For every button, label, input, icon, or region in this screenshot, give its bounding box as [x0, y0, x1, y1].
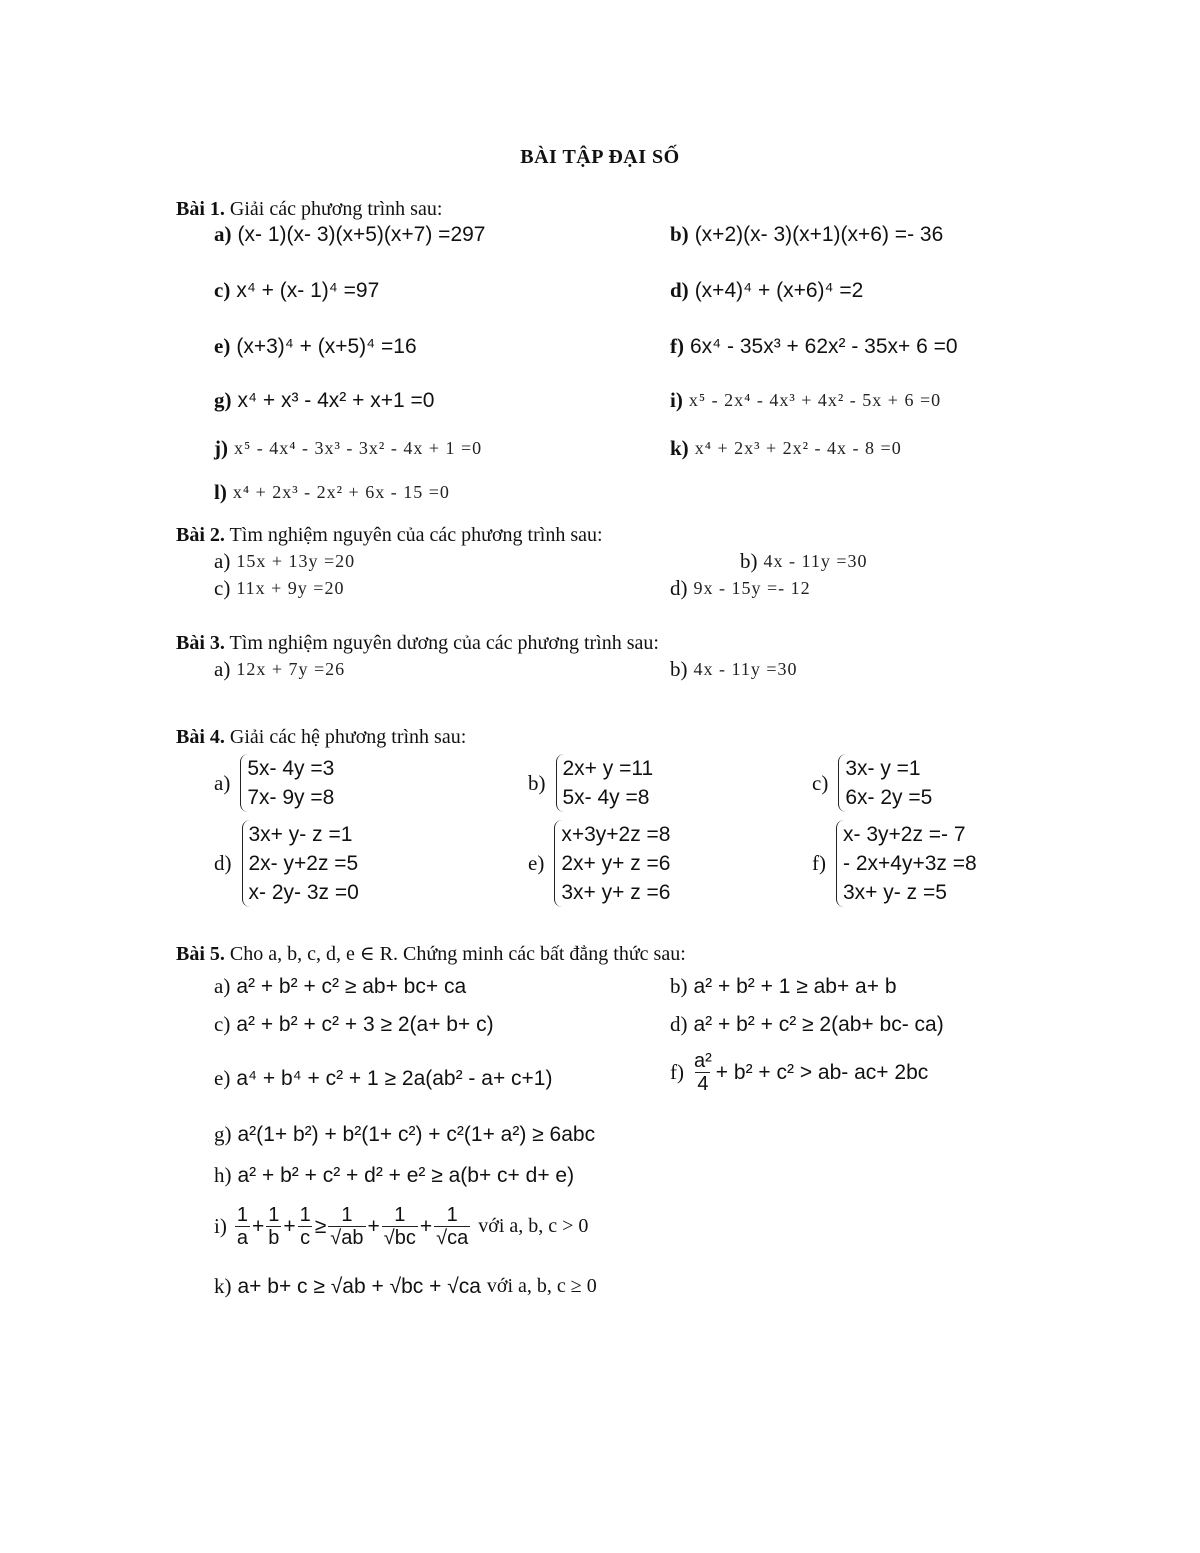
equation: 11x + 9y =20	[236, 578, 345, 598]
equation: (x- 1)(x- 3)(x+5)(x+7) =297	[237, 222, 486, 246]
bai1-item-l	[214, 480, 450, 505]
item-label: k)	[670, 436, 689, 460]
bai4-text: Giải các hệ phương trình sau:	[229, 726, 467, 748]
item-label: c)	[214, 1012, 231, 1036]
system-equation: 5x- 4y =3	[247, 757, 335, 780]
system-brace	[554, 820, 670, 907]
system-equation: x- 3y+2z =- 7	[843, 823, 966, 846]
item-label: d)	[670, 278, 689, 302]
item-label: f)	[670, 334, 684, 358]
equation: x⁵ - 4x⁴ - 3x³ - 3x² - 4x + 1 =0	[234, 438, 483, 458]
bai5-label: Bài 5.	[176, 943, 225, 965]
bai5-item-g	[214, 1122, 595, 1147]
item-label: f)	[812, 851, 826, 875]
inequality: a²(1+ b²) + b²(1+ c²) + c²(1+ a²) ≥ 6abc	[237, 1122, 596, 1146]
bai1-item-c	[214, 278, 379, 303]
bai2-item-a	[214, 549, 355, 574]
item-label: b)	[670, 222, 689, 246]
equation: x⁵ - 2x⁴ - 4x³ + 4x² - 5x + 6 =0	[688, 390, 942, 410]
fraction	[298, 1204, 313, 1249]
fraction-denominator: √ca	[436, 1227, 469, 1249]
item-label: e)	[214, 1066, 231, 1090]
bai5-item-a	[214, 974, 466, 999]
bai1-label: Bài 1.	[176, 198, 225, 220]
inequality	[233, 1204, 472, 1249]
equation: 4x - 11y =30	[693, 659, 798, 679]
fraction-numerator: 1	[341, 1204, 353, 1226]
inequality: a² + b² + c² ≥ 2(ab+ bc- ca)	[693, 1012, 944, 1036]
operator: +	[419, 1214, 433, 1238]
item-label: b)	[740, 549, 758, 573]
item-label: c)	[214, 278, 231, 302]
fraction-denominator: c	[300, 1227, 311, 1249]
bai5-item-b	[670, 974, 897, 999]
item-label: d)	[670, 1012, 688, 1036]
inequality: a+ b+ c ≥ √ab + √bc + √ca	[237, 1274, 481, 1298]
system-brace	[242, 820, 359, 907]
equation: x⁴ + (x- 1)⁴ =97	[236, 278, 380, 302]
item-label: i)	[670, 388, 683, 412]
equation: 12x + 7y =26	[236, 659, 346, 679]
item-label: c)	[812, 770, 829, 795]
item-label: b)	[528, 770, 546, 795]
bai4-label: Bài 4.	[176, 726, 225, 748]
inequality: a² + b² + c² + 3 ≥ 2(a+ b+ c)	[236, 1012, 494, 1036]
bai2-item-c	[214, 576, 344, 601]
item-label: b)	[670, 657, 688, 681]
bai4-system-f	[812, 820, 977, 907]
system-brace	[836, 820, 977, 907]
item-label: b)	[670, 974, 688, 998]
system-brace	[556, 754, 654, 812]
fraction	[382, 1204, 418, 1249]
bai2-label: Bài 2.	[176, 524, 225, 546]
item-label: k)	[214, 1274, 232, 1298]
equation: 6x⁴ - 35x³ + 62x² - 35x+ 6 =0	[690, 334, 958, 358]
system-equation: 3x- y =1	[845, 757, 921, 780]
item-label: f)	[670, 1060, 684, 1084]
item-label: c)	[214, 576, 231, 600]
item-label: e)	[214, 334, 231, 358]
item-label: d)	[214, 851, 232, 875]
condition-note: với a, b, c ≥ 0	[486, 1275, 597, 1297]
bai4-system-b	[528, 754, 653, 812]
bai3-text: Tìm nghiệm nguyên dương của các phương trình sau:	[229, 632, 659, 654]
system-equation: 2x+ y =11	[562, 757, 654, 780]
fraction-numerator: 1	[446, 1204, 458, 1226]
fraction-denominator: √bc	[383, 1227, 416, 1249]
fraction-denominator: b	[268, 1227, 280, 1249]
bai1-item-a	[214, 222, 485, 247]
equation: x⁴ + 2x³ + 2x² - 4x - 8 =0	[694, 438, 902, 458]
operator: +	[367, 1214, 380, 1238]
bai1-item-f	[670, 334, 958, 359]
system-equation: x+3y+2z =8	[561, 823, 671, 846]
bai1-item-b	[670, 222, 943, 247]
operator: ≥	[314, 1214, 327, 1238]
bai1-item-j	[214, 436, 482, 461]
system-equation: - 2x+4y+3z =8	[843, 852, 977, 875]
bai5-item-h	[214, 1163, 574, 1188]
equation: (x+3)⁴ + (x+5)⁴ =16	[236, 334, 417, 358]
fraction-numerator: a²	[694, 1050, 712, 1072]
bai5-text: Cho a, b, c, d, e ∈ R. Chứng minh các bất đẳng thức sau:	[229, 943, 686, 965]
bai4-heading	[176, 726, 466, 749]
bai3-item-b	[670, 657, 797, 682]
equation: x⁴ + 2x³ - 2x² + 6x - 15 =0	[232, 482, 450, 502]
bai4-system-d	[214, 820, 359, 907]
fraction	[235, 1204, 250, 1249]
equation: (x+4)⁴ + (x+6)⁴ =2	[694, 278, 864, 302]
item-label: a)	[214, 770, 231, 795]
item-label: j)	[214, 436, 228, 460]
item-label: a)	[214, 657, 231, 681]
item-label: a)	[214, 222, 232, 246]
bai5-item-i	[214, 1204, 588, 1249]
bai5-item-c	[214, 1012, 494, 1037]
system-equation: 2x- y+2z =5	[248, 852, 359, 875]
inequality: + b² + c² > ab- ac+ 2bc	[715, 1060, 929, 1084]
operator: +	[251, 1214, 265, 1238]
item-label: h)	[214, 1163, 232, 1187]
system-equation: 5x- 4y =8	[562, 786, 650, 809]
bai5-heading	[176, 941, 686, 966]
bai3-item-a	[214, 657, 345, 682]
system-equation: 3x+ y+ z =6	[561, 881, 671, 904]
fraction-numerator: 1	[268, 1204, 280, 1226]
item-label: g)	[214, 388, 232, 412]
system-brace	[838, 754, 932, 812]
bai3-heading	[176, 632, 659, 655]
item-label: l)	[214, 480, 227, 504]
item-label: e)	[528, 851, 545, 875]
fraction-numerator: 1	[236, 1204, 248, 1226]
system-equation: 2x+ y+ z =6	[561, 852, 671, 875]
operator: +	[283, 1214, 296, 1238]
inequality: a⁴ + b⁴ + c² + 1 ≥ 2a(ab² - a+ c+1)	[236, 1066, 553, 1090]
fraction-numerator: 1	[394, 1204, 406, 1226]
equation: 15x + 13y =20	[236, 551, 356, 571]
bai1-item-k	[670, 436, 902, 461]
system-equation: 3x+ y- z =1	[248, 823, 353, 846]
bai2-text: Tìm nghiệm nguyên của các phương trình sau:	[229, 524, 603, 546]
inequality: a² + b² + c² ≥ ab+ bc+ ca	[236, 974, 467, 998]
fraction-denominator: 4	[697, 1073, 709, 1095]
item-label: g)	[214, 1122, 232, 1146]
fraction	[434, 1204, 470, 1249]
item-label: i)	[214, 1214, 227, 1238]
fraction-denominator: √ab	[330, 1227, 364, 1249]
equation: (x+2)(x- 3)(x+1)(x+6) =- 36	[694, 222, 944, 246]
item-label: a)	[214, 549, 231, 573]
bai1-item-g	[214, 388, 434, 413]
bai3-label: Bài 3.	[176, 632, 225, 654]
equation: 9x - 15y =- 12	[693, 578, 811, 598]
fraction-denominator: a	[236, 1227, 248, 1249]
equation: x⁴ + x³ - 4x² + x+1 =0	[237, 388, 435, 412]
fraction	[328, 1204, 365, 1249]
system-equation: 3x+ y- z =5	[843, 881, 947, 904]
bai5-item-e	[214, 1066, 552, 1091]
bai2-item-d	[670, 576, 811, 601]
inequality: a² + b² + c² + d² + e² ≥ a(b+ c+ d+ e)	[237, 1163, 575, 1187]
item-label: d)	[670, 576, 688, 600]
bai4-system-a	[214, 754, 334, 812]
system-equation: x- 2y- 3z =0	[248, 881, 359, 904]
bai5-item-d	[670, 1012, 944, 1037]
bai2-item-b	[740, 549, 867, 574]
equation: 4x - 11y =30	[763, 551, 868, 571]
fraction-numerator: 1	[299, 1204, 311, 1226]
bai1-item-e	[214, 334, 417, 359]
condition-note: với a, b, c > 0	[478, 1215, 589, 1237]
system-equation: 6x- 2y =5	[845, 786, 933, 809]
item-label: a)	[214, 974, 231, 998]
bai1-heading	[176, 198, 442, 221]
bai1-item-d	[670, 278, 863, 303]
bai4-system-e	[528, 820, 671, 907]
system-brace	[240, 754, 334, 812]
bai5-item-f	[670, 1050, 928, 1095]
system-equation: 7x- 9y =8	[247, 786, 335, 809]
inequality: a² + b² + 1 ≥ ab+ a+ b	[693, 974, 897, 998]
bai1-text: Giải các phương trình sau:	[229, 198, 443, 220]
fraction	[266, 1204, 281, 1249]
bai1-item-i	[670, 388, 941, 413]
fraction	[692, 1050, 714, 1095]
page-title: BÀI TẬP ĐẠI SỐ	[520, 146, 680, 168]
bai2-heading	[176, 524, 603, 547]
bai5-item-k	[214, 1274, 597, 1299]
bai4-system-c	[812, 754, 932, 812]
